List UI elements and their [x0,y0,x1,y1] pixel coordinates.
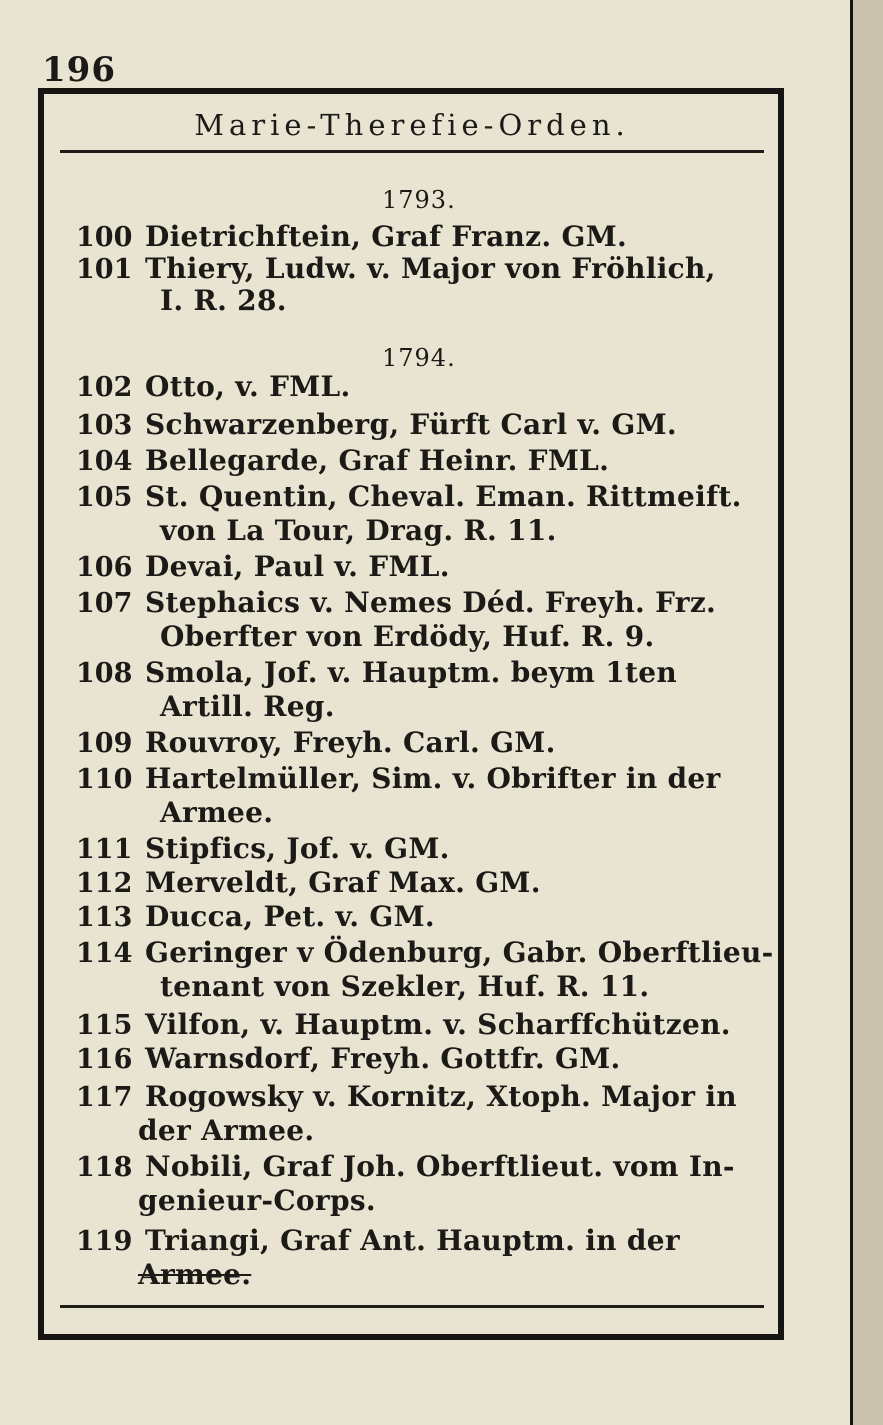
entry-number: 112 [76,868,133,899]
entry-line: Triangi, Graf Ant. Hauptm. in der [145,1224,680,1257]
entry-number: 114 [76,938,133,969]
entry-line-continued: Oberfter von Erdödy, Huf. R. 9. [160,620,655,653]
entry-line-continued: I. R. 28. [160,284,287,317]
entry-line: Stephaics v. Nemes Déd. Freyh. Frz. [145,586,717,619]
entry-line: Thiery, Ludw. v. Major von Fröhlich, [145,252,716,285]
entry-number: 105 [76,482,133,513]
entry-line: Rouvroy, Freyh. Carl. GM. [145,726,556,759]
entry-line-continued: der Armee. [138,1114,315,1147]
bottom-rule [60,1305,764,1308]
entry-line: Dietrichftein, Graf Franz. GM. [145,220,628,253]
page-heading: Marie-Therefie-Orden. [194,108,630,142]
entry-number: 101 [76,254,133,285]
year-label-1793: 1793. [382,186,456,214]
entry-line: Geringer v Ödenburg, Gabr. Oberftlieu- [145,936,774,969]
entry-line: Nobili, Graf Joh. Oberftlieut. vom In- [145,1150,735,1183]
entry-line: Ducca, Pet. v. GM. [145,900,435,933]
entry-line-continued: genieur-Corps. [138,1184,376,1217]
entry-line: St. Quentin, Cheval. Eman. Rittmeift. [145,480,742,513]
page-number: 196 [42,50,116,90]
entry-line-continued: tenant von Szekler, Huf. R. 11. [160,970,650,1003]
entry-number: 108 [76,658,133,689]
entry-line: Stipfics, Jof. v. GM. [145,832,450,865]
entry-line: Merveldt, Graf Max. GM. [145,866,541,899]
entry-number: 117 [76,1082,133,1113]
entry-number: 104 [76,446,133,477]
entry-line: Vilfon, v. Hauptm. v. Scharffchützen. [145,1008,731,1041]
entry-number: 106 [76,552,133,583]
entry-number: 111 [76,834,133,865]
entry-line: Bellegarde, Graf Heinr. FML. [145,444,610,477]
year-label-1794: 1794. [382,344,456,372]
entry-line-continued: Armee. [160,796,274,829]
entry-line: Smola, Jof. v. Hauptm. beym 1ten [145,656,678,689]
entry-line: Schwarzenberg, Fürft Carl v. GM. [145,408,677,441]
entry-line: Rogowsky v. Kornitz, Xtoph. Major in [145,1080,737,1113]
next-page-edge [850,0,883,1425]
entry-number: 102 [76,372,133,403]
entry-line: Hartelmüller, Sim. v. Obrifter in der [145,762,721,795]
entry-number: 100 [76,222,133,253]
entry-number: 118 [76,1152,133,1183]
entry-number: 103 [76,410,133,441]
entry-number: 110 [76,764,133,795]
entry-line: Warnsdorf, Freyh. Gottfr. GM. [145,1042,621,1075]
entry-line: Otto, v. FML. [145,370,351,403]
entry-number: 119 [76,1226,133,1257]
entry-number: 113 [76,902,133,933]
entry-line-continued: Armee. [138,1258,252,1291]
entry-number: 115 [76,1010,133,1041]
entry-number: 116 [76,1044,133,1075]
entry-line-continued: Artill. Reg. [160,690,335,723]
entry-line: Devai, Paul v. FML. [145,550,450,583]
entry-number: 107 [76,588,133,619]
entry-line-continued: von La Tour, Drag. R. 11. [160,514,557,547]
entry-number: 109 [76,728,133,759]
heading-rule [60,150,764,153]
